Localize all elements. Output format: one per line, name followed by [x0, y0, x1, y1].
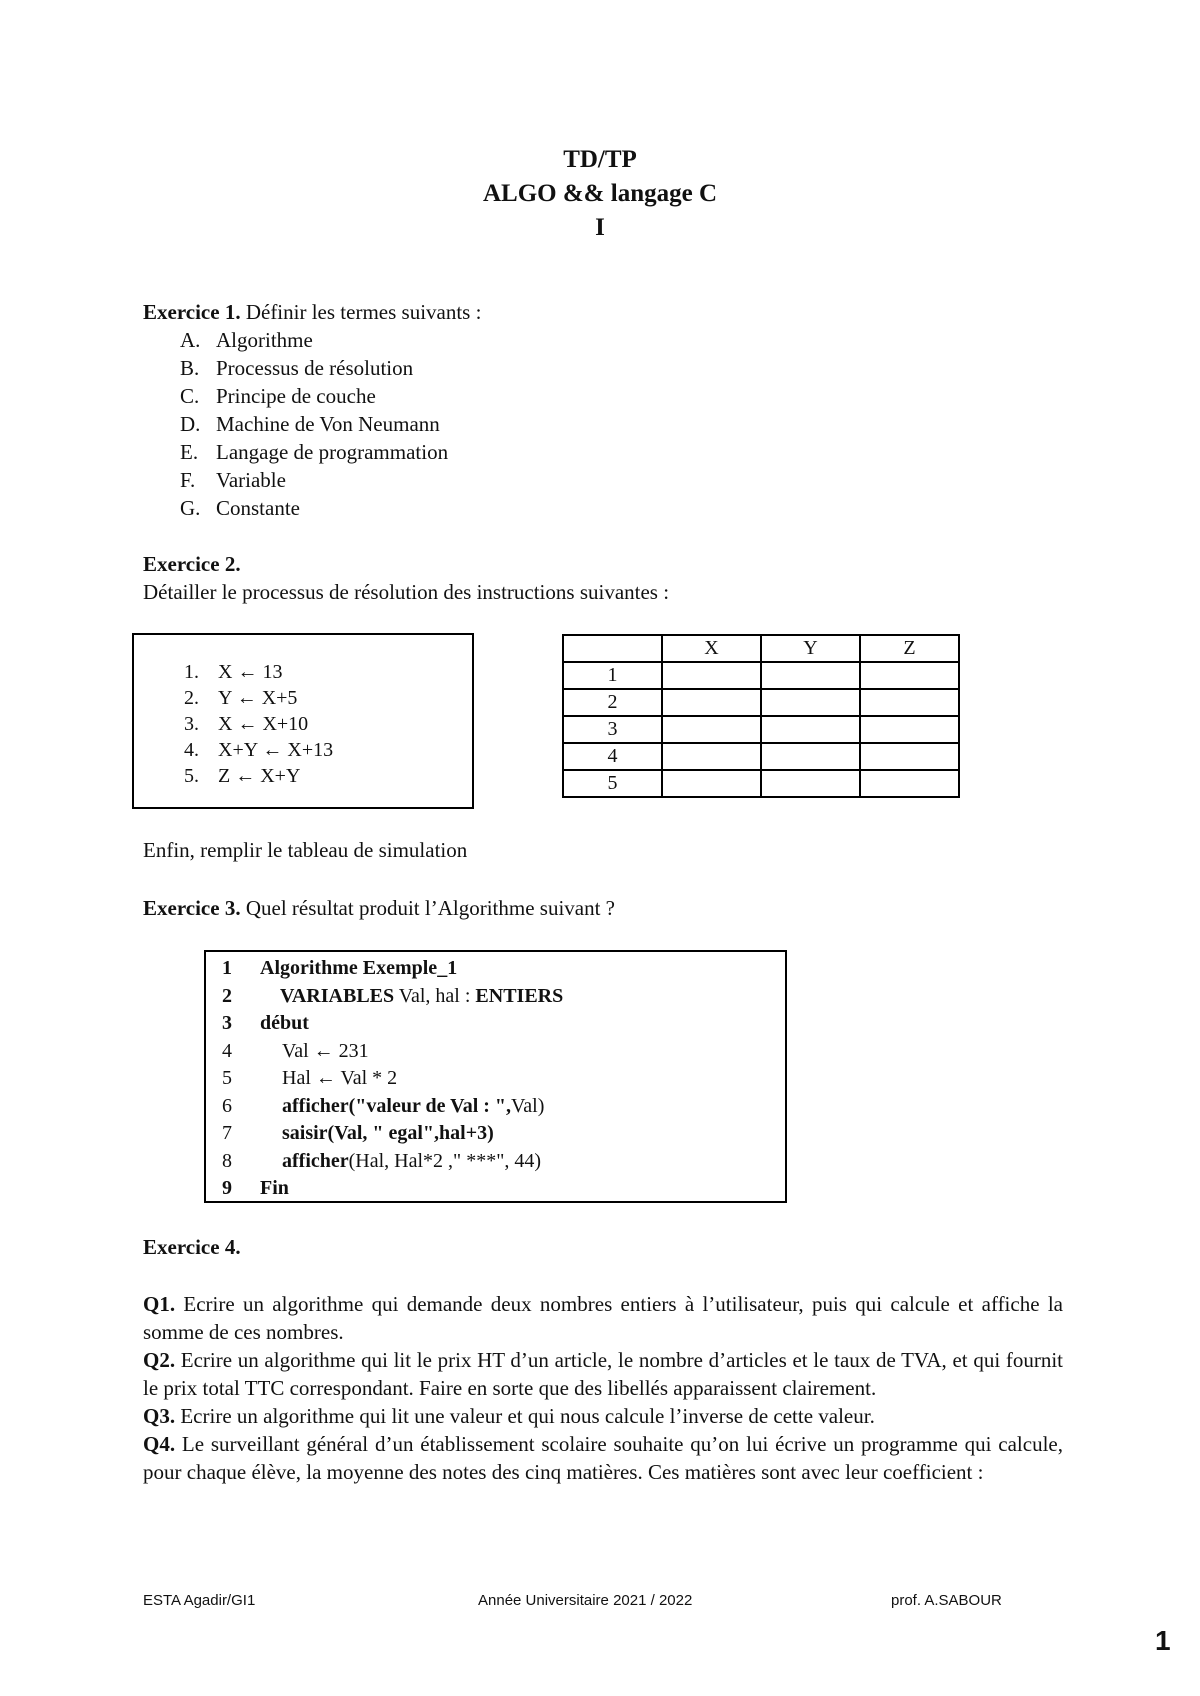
list-item-letter: E.	[180, 440, 199, 464]
code-line	[222, 1175, 563, 1203]
table-cell	[761, 689, 860, 716]
code-text: Algorithme Exemple_1	[260, 957, 458, 979]
row-label: 4	[563, 743, 662, 770]
row-label: 2	[563, 689, 662, 716]
list-item-text: Principe de couche	[216, 384, 376, 408]
list-item	[180, 466, 448, 494]
exercise-4-label: Exercice 4.	[143, 1235, 241, 1259]
table-cell	[662, 716, 761, 743]
row-label: 5	[563, 770, 662, 797]
question-label: Q2.	[143, 1348, 176, 1372]
table-cell	[761, 743, 860, 770]
table-cell	[761, 770, 860, 797]
table-header-cell	[563, 635, 662, 662]
instruction-number: 4.	[184, 739, 199, 761]
table-header-row	[563, 635, 959, 662]
table-cell	[860, 689, 959, 716]
table-header-cell: Y	[761, 635, 860, 662]
instruction-row	[184, 737, 333, 763]
table-row	[563, 662, 959, 689]
list-item	[180, 354, 448, 382]
instruction-row	[184, 659, 333, 685]
table-cell	[662, 662, 761, 689]
page-number: 1	[1155, 1625, 1171, 1656]
terms-list	[180, 326, 448, 522]
instruction-row	[184, 685, 333, 711]
instruction-row	[184, 763, 333, 789]
code-keyword: VARIABLES	[280, 984, 395, 1007]
table-cell	[860, 662, 959, 689]
instruction-number: 5.	[184, 765, 199, 787]
list-item-text: Algorithme	[216, 328, 313, 352]
exercise-3-prompt: Quel résultat produit l’Algorithme suivant ?	[240, 896, 615, 920]
question-text: Ecrire un algorithme qui lit une valeur et qui nous calcule l’inverse de cette valeur.	[175, 1404, 875, 1428]
code-line	[222, 983, 563, 1011]
exercise-3-heading	[143, 896, 615, 921]
table-cell	[662, 743, 761, 770]
table-row	[563, 770, 959, 797]
line-number: 4	[222, 1039, 232, 1062]
list-item-text: Langage de programmation	[216, 440, 449, 464]
exercise-4-questions	[143, 1290, 1063, 1486]
footer-year: Année Universitaire 2021 / 2022	[478, 1592, 693, 1609]
doc-title-line3: I	[595, 214, 605, 241]
code-text: Fin	[260, 1177, 289, 1199]
code-keyword: ENTIERS	[475, 984, 564, 1007]
instruction-number: 3.	[184, 713, 199, 735]
instruction-text: Y ← X+5	[218, 687, 298, 709]
table-row	[563, 689, 959, 716]
list-item-letter: C.	[180, 384, 200, 408]
instruction-text: X ← 13	[218, 661, 283, 683]
line-number: 7	[222, 1122, 232, 1144]
row-label: 3	[563, 716, 662, 743]
exercise-3-label: Exercice 3.	[143, 896, 241, 920]
line-number: 3	[222, 1012, 232, 1034]
question-label: Q4.	[143, 1432, 176, 1456]
code-text: Val)	[511, 1094, 545, 1117]
exercise-1-prompt: Définir les termes suivants :	[240, 300, 482, 324]
code-line	[222, 1065, 563, 1093]
list-item	[180, 410, 448, 438]
table-cell	[860, 716, 959, 743]
simulation-table	[562, 634, 960, 798]
footer-author: prof. A.SABOUR	[891, 1592, 1002, 1609]
instruction-number: 2.	[184, 687, 199, 709]
question-label: Q1.	[143, 1292, 176, 1316]
exercise-2-prompt: Détailler le processus de résolution des instructions suivantes :	[143, 580, 670, 604]
list-item-letter: F.	[180, 468, 196, 492]
instruction-text: Z ← X+Y	[218, 765, 301, 787]
instructions-box	[132, 633, 474, 809]
list-item-text: Constante	[216, 496, 300, 520]
doc-title-line2: ALGO && langage C	[482, 180, 718, 207]
question-text: Le surveillant général d’un établissement scolaire souhaite qu’on lui écrive un programme qui calcule, pour chaque élève, la moyenne des notes des cinq matières. Ces matières sont avec leur coefficient :	[143, 1432, 1063, 1484]
code-text: Hal ← Val * 2	[282, 1067, 398, 1089]
table-cell	[662, 770, 761, 797]
instruction-number: 1.	[184, 661, 199, 683]
list-item-letter: A.	[180, 328, 201, 352]
instruction-text: X ← X+10	[218, 713, 309, 735]
list-item-text: Machine de Von Neumann	[216, 412, 440, 436]
table-cell	[761, 662, 860, 689]
code-line	[222, 955, 563, 983]
code-line	[222, 1093, 563, 1121]
code-text: saisir(Val, " egal",hal+3)	[282, 1122, 494, 1144]
code-line	[222, 1038, 563, 1066]
code-text: (Hal, Hal*2 ," ***", 44)	[348, 1149, 542, 1172]
list-item-letter: B.	[180, 356, 200, 380]
question-label: Q3.	[143, 1404, 176, 1428]
instruction-row	[184, 711, 333, 737]
list-item-letter: D.	[180, 412, 201, 436]
table-header-cell: X	[662, 635, 761, 662]
line-number: 6	[222, 1094, 232, 1117]
question-4	[143, 1430, 1063, 1486]
list-item-text: Variable	[216, 468, 286, 492]
instructions-list	[184, 659, 333, 789]
instruction-text: X+Y ← X+13	[218, 739, 334, 761]
table-row	[563, 716, 959, 743]
algorithm-box	[204, 950, 787, 1203]
exercise-1-label: Exercice 1.	[143, 300, 241, 324]
exercise-2-label: Exercice 2.	[143, 552, 241, 576]
line-number: 9	[222, 1177, 232, 1199]
row-label: 1	[563, 662, 662, 689]
line-number: 5	[222, 1067, 232, 1089]
doc-title-line1: TD/TP	[563, 146, 637, 173]
code-line	[222, 1010, 563, 1038]
question-1	[143, 1290, 1063, 1346]
code-text: Val, hal :	[394, 984, 476, 1007]
list-item-text: Processus de résolution	[216, 356, 414, 380]
line-number: 1	[222, 957, 232, 979]
code-text: Val ← 231	[282, 1039, 369, 1062]
table-cell	[761, 716, 860, 743]
exercise-2-conclusion: Enfin, remplir le tableau de simulation	[143, 838, 468, 862]
question-3	[143, 1402, 1063, 1430]
code-keyword: afficher("valeur de Val : ",	[282, 1094, 512, 1117]
algorithm-code	[222, 955, 563, 1203]
table-header-cell: Z	[860, 635, 959, 662]
code-text: début	[260, 1012, 309, 1034]
question-text: Ecrire un algorithme qui demande deux nombres entiers à l’utilisateur, puis qui calcule et affiche la somme de ces nombres.	[143, 1292, 1063, 1344]
table-cell	[860, 770, 959, 797]
question-2	[143, 1346, 1063, 1402]
table-cell	[662, 689, 761, 716]
code-line	[222, 1120, 563, 1148]
list-item	[180, 382, 448, 410]
list-item	[180, 326, 448, 354]
footer-school: ESTA Agadir/GI1	[143, 1592, 256, 1609]
list-item-letter: G.	[180, 496, 201, 520]
table-row	[563, 743, 959, 770]
line-number: 2	[222, 984, 232, 1007]
question-text: Ecrire un algorithme qui lit le prix HT d’un article, le nombre d’articles et le taux de TVA, et qui fournit le prix total TTC correspondant. Faire en sorte que des libellés apparaissent clairement.	[143, 1348, 1063, 1400]
line-number: 8	[222, 1149, 232, 1172]
list-item	[180, 438, 448, 466]
table-cell	[860, 743, 959, 770]
list-item	[180, 494, 448, 522]
exercise-1-heading	[143, 300, 481, 325]
code-line	[222, 1148, 563, 1176]
code-keyword: afficher	[282, 1149, 349, 1172]
